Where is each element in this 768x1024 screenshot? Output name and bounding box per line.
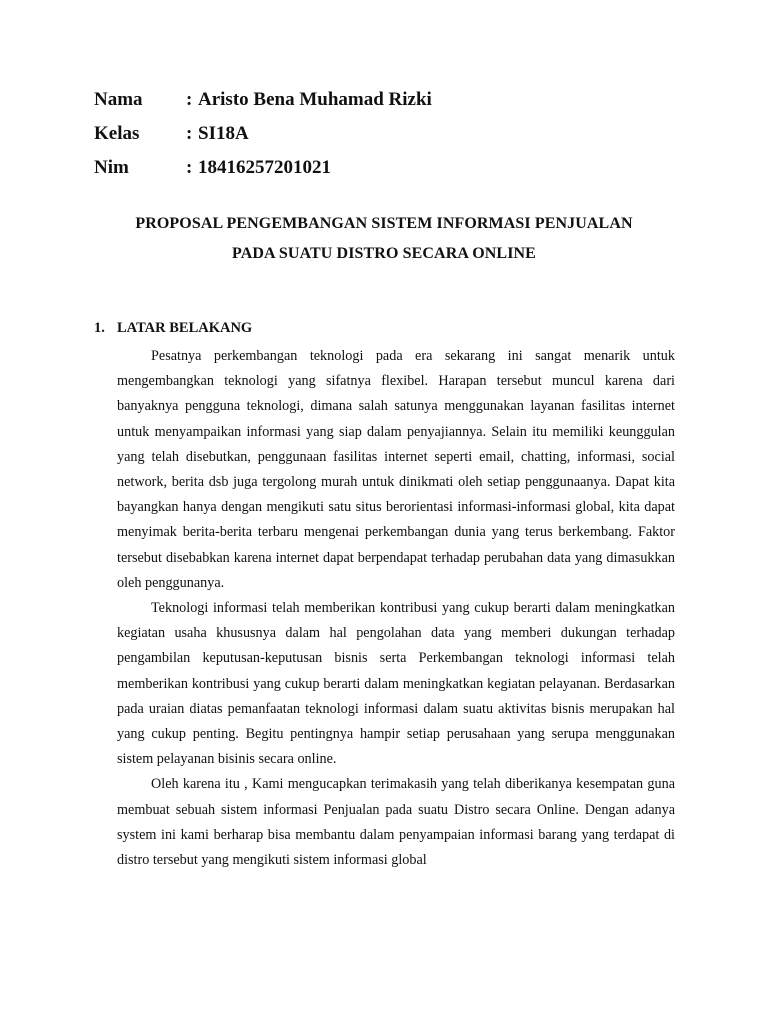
class-separator: : bbox=[186, 123, 193, 144]
section-body bbox=[117, 344, 675, 873]
name-label: Nama bbox=[94, 89, 143, 110]
class-row bbox=[94, 120, 432, 154]
class-value: SI18A bbox=[198, 123, 249, 144]
name-separator: : bbox=[186, 89, 193, 110]
title-line-2: PADA SUATU DISTRO SECARA ONLINE bbox=[232, 245, 536, 262]
nim-row bbox=[94, 154, 432, 188]
document-title bbox=[80, 209, 688, 269]
paragraph: Oleh karena itu , Kami mengucapkan terimakasih yang telah diberikanya kesempatan guna membuat sebuah sistem informasi Penjualan pada suatu Distro secara Online. Dengan adanya system ini kami berharap bisa membantu dalam penyampaian informasi barang yang terdapat di distro tersebut yang mengikuti sistem informasi global bbox=[117, 776, 675, 869]
class-label: Kelas bbox=[94, 123, 140, 144]
section-heading bbox=[94, 320, 252, 337]
paragraph: Teknologi informasi telah memberikan kontribusi yang cukup berarti dalam meningkatkan kegiatan usaha khususnya dalam hal pengolahan data yang memberi dukungan terhadap pengambilan keputusan-keputusan bisnis serta Perkembangan teknologi informasi telah memberikan kontribusi yang cukup berarti dalam meningkatkan kegiatan pelayanan. Berdasarkan pada uraian diatas pemanfaatan teknologi informasi dalam suatu aktivitas bisnis merupakan hal yang cukup penting. Begitu pentingnya hampir setiap perusahaan yang serupa menggunakan sistem pelayanan bisinis secara online. bbox=[117, 600, 675, 768]
nim-value: 18416257201021 bbox=[198, 157, 331, 178]
section-title: LATAR BELAKANG bbox=[117, 320, 253, 336]
nim-label: Nim bbox=[94, 157, 129, 178]
paragraph: Pesatnya perkembangan teknologi pada era sekarang ini sangat menarik untuk mengembangkan teknologi yang sifatnya flexibel. Harapan tersebut muncul karena dari banyaknya pengguna teknologi, dimana salah satunya menggunakan layanan fasilitas internet untuk menyampaikan informasi yang siap dalam penyajiannya. Selain itu memiliki keunggulan yang telah disebutkan, penggunaan fasilitas internet seperti email, chatting, informasi, social network, berita dsb juga tergolong murah untuk dinikmati oleh setiap penggunaanya. Dapat kita bayangkan hanya dengan mengikuti satu situs berorientasi informasi-informasi global, kita dapat menyimak berita-berita terbaru mengenai perkembangan dunia yang terus berkembang. Faktor tersebut disebabkan karena internet dapat berpendapat terhadap perubahan data yang dimasukkan oleh penggunanya. bbox=[117, 348, 675, 591]
identity-block bbox=[94, 86, 432, 188]
section-number: 1. bbox=[94, 320, 105, 336]
name-value: Aristo Bena Muhamad Rizki bbox=[198, 89, 432, 110]
title-line-1: PROPOSAL PENGEMBANGAN SISTEM INFORMASI PENJUALAN bbox=[135, 215, 633, 232]
nim-separator: : bbox=[186, 157, 193, 178]
name-row bbox=[94, 86, 432, 120]
